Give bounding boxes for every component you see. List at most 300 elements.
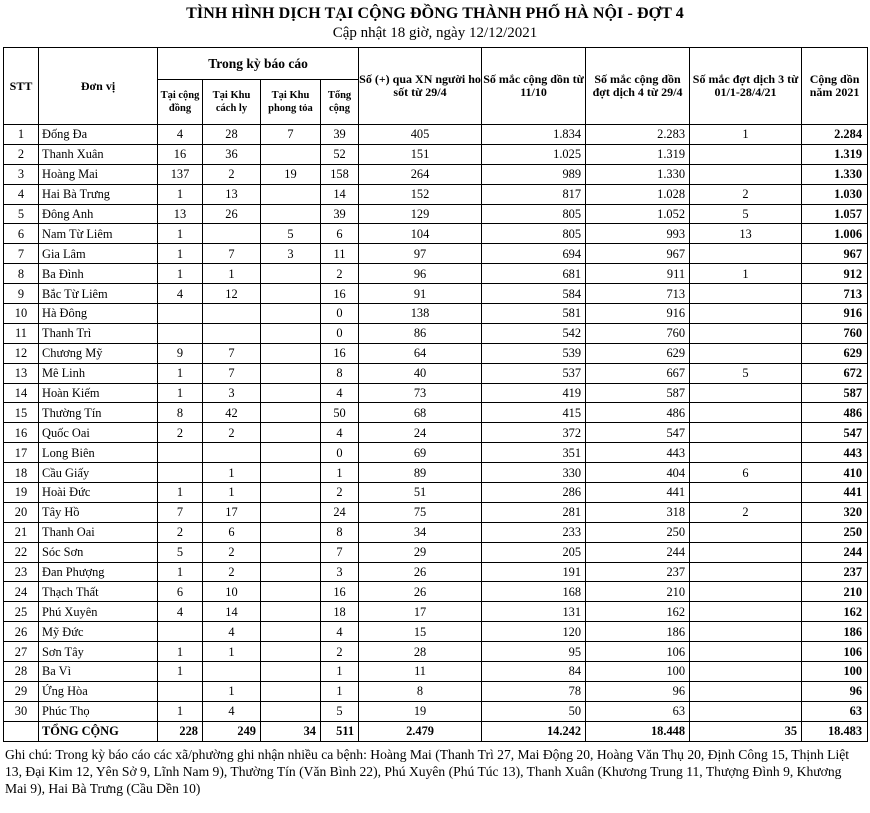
cell-wave3 — [690, 642, 802, 662]
cell-unit: Đan Phượng — [39, 562, 158, 582]
table-row — [4, 681, 868, 701]
cell-fever-test: 96 — [359, 264, 482, 284]
cell-stt: 11 — [4, 323, 39, 343]
cell-wave4: 318 — [586, 502, 690, 522]
cell-lockdown — [261, 662, 321, 682]
cell-subtotal: 16 — [321, 284, 359, 304]
table-row — [4, 502, 868, 522]
cell-since-1110: 330 — [482, 463, 586, 483]
cell-wave4: 547 — [586, 423, 690, 443]
cell-quarantine: 12 — [203, 284, 261, 304]
cell-since-1110: 191 — [482, 562, 586, 582]
cell-subtotal: 7 — [321, 542, 359, 562]
cell-quarantine — [203, 662, 261, 682]
cell-subtotal: 1 — [321, 681, 359, 701]
cell-fever-test: 8 — [359, 681, 482, 701]
cell-stt: 3 — [4, 164, 39, 184]
cell-since-1110: 120 — [482, 622, 586, 642]
cell-quarantine: 1 — [203, 483, 261, 503]
cell-stt: 10 — [4, 304, 39, 324]
cell-quarantine: 4 — [203, 622, 261, 642]
cell-wave3: 1 — [690, 125, 802, 145]
cell-wave3 — [690, 602, 802, 622]
cell-wave4: 162 — [586, 602, 690, 622]
cell-community: 4 — [158, 284, 203, 304]
table-body — [4, 125, 868, 722]
col-header-community: Tại cộng đồng — [158, 80, 203, 125]
table-row — [4, 602, 868, 622]
cell-stt: 14 — [4, 383, 39, 403]
cell-wave3 — [690, 662, 802, 682]
cell-community: 1 — [158, 264, 203, 284]
cell-since-1110: 581 — [482, 304, 586, 324]
cell-stt: 2 — [4, 144, 39, 164]
cell-subtotal: 11 — [321, 244, 359, 264]
cell-unit: Sóc Sơn — [39, 542, 158, 562]
col-header-lockdown: Tại Khu phong tỏa — [261, 80, 321, 125]
cell-year: 100 — [802, 662, 868, 682]
cell-subtotal: 1 — [321, 662, 359, 682]
total-subtotal: 511 — [321, 721, 359, 741]
cell-wave3 — [690, 701, 802, 721]
cell-stt: 12 — [4, 343, 39, 363]
cell-fever-test: 19 — [359, 701, 482, 721]
cell-since-1110: 351 — [482, 443, 586, 463]
cell-community: 1 — [158, 184, 203, 204]
table-row — [4, 164, 868, 184]
cell-since-1110: 95 — [482, 642, 586, 662]
cell-subtotal: 2 — [321, 264, 359, 284]
cell-year: 320 — [802, 502, 868, 522]
cell-unit: Bắc Từ Liêm — [39, 284, 158, 304]
cell-since-1110: 286 — [482, 483, 586, 503]
cell-since-1110: 542 — [482, 323, 586, 343]
cell-stt: 21 — [4, 522, 39, 542]
cell-quarantine: 1 — [203, 681, 261, 701]
cell-year: 760 — [802, 323, 868, 343]
cell-since-1110: 372 — [482, 423, 586, 443]
cell-wave4: 967 — [586, 244, 690, 264]
cell-stt: 23 — [4, 562, 39, 582]
cell-wave4: 1.052 — [586, 204, 690, 224]
cell-community: 2 — [158, 423, 203, 443]
total-label: TỔNG CỘNG — [39, 721, 158, 741]
cell-lockdown — [261, 343, 321, 363]
table-row — [4, 224, 868, 244]
cell-unit: Phú Xuyên — [39, 602, 158, 622]
cell-subtotal: 16 — [321, 343, 359, 363]
cell-lockdown — [261, 284, 321, 304]
cell-quarantine: 2 — [203, 542, 261, 562]
cell-wave4: 1.319 — [586, 144, 690, 164]
table-row — [4, 562, 868, 582]
cell-wave3: 6 — [690, 463, 802, 483]
cell-wave4: 993 — [586, 224, 690, 244]
cell-wave3 — [690, 483, 802, 503]
cell-stt: 1 — [4, 125, 39, 145]
cell-community — [158, 681, 203, 701]
cell-wave4: 486 — [586, 403, 690, 423]
cell-wave3 — [690, 244, 802, 264]
cell-lockdown — [261, 701, 321, 721]
cell-since-1110: 817 — [482, 184, 586, 204]
cell-unit: Ứng Hòa — [39, 681, 158, 701]
cell-stt: 13 — [4, 363, 39, 383]
total-year: 18.483 — [802, 721, 868, 741]
total-since-1110: 14.242 — [482, 721, 586, 741]
cell-subtotal: 39 — [321, 204, 359, 224]
cell-quarantine: 14 — [203, 602, 261, 622]
cell-year: 106 — [802, 642, 868, 662]
cell-subtotal: 8 — [321, 522, 359, 542]
cell-lockdown — [261, 542, 321, 562]
cell-wave4: 916 — [586, 304, 690, 324]
cell-since-1110: 681 — [482, 264, 586, 284]
cell-community — [158, 463, 203, 483]
cell-wave3: 2 — [690, 502, 802, 522]
cell-fever-test: 89 — [359, 463, 482, 483]
cell-wave4: 911 — [586, 264, 690, 284]
total-wave3: 35 — [690, 721, 802, 741]
cell-wave3 — [690, 343, 802, 363]
cell-stt: 6 — [4, 224, 39, 244]
cell-community: 2 — [158, 522, 203, 542]
cell-since-1110: 205 — [482, 542, 586, 562]
cell-fever-test: 86 — [359, 323, 482, 343]
cell-subtotal: 24 — [321, 502, 359, 522]
cell-stt: 17 — [4, 443, 39, 463]
cell-lockdown: 7 — [261, 125, 321, 145]
cell-year: 244 — [802, 542, 868, 562]
cell-stt: 9 — [4, 284, 39, 304]
cell-unit: Đống Đa — [39, 125, 158, 145]
cell-community: 1 — [158, 562, 203, 582]
cell-quarantine: 4 — [203, 701, 261, 721]
cell-lockdown — [261, 264, 321, 284]
col-header-stt: STT — [4, 48, 39, 125]
col-header-unit: Đơn vị — [39, 48, 158, 125]
cell-fever-test: 15 — [359, 622, 482, 642]
cell-stt: 26 — [4, 622, 39, 642]
cell-lockdown — [261, 522, 321, 542]
cell-community: 4 — [158, 602, 203, 622]
cell-stt: 29 — [4, 681, 39, 701]
cell-year: 1.006 — [802, 224, 868, 244]
report-header — [0, 0, 870, 42]
cell-wave4: 667 — [586, 363, 690, 383]
cell-since-1110: 1.834 — [482, 125, 586, 145]
col-header-year: Cộng dồn năm 2021 — [802, 48, 868, 125]
cell-quarantine: 10 — [203, 582, 261, 602]
cell-subtotal: 4 — [321, 423, 359, 443]
cases-table — [3, 47, 868, 742]
cell-since-1110: 419 — [482, 383, 586, 403]
cell-wave3: 2 — [690, 184, 802, 204]
cell-unit: Hà Đông — [39, 304, 158, 324]
cell-community: 8 — [158, 403, 203, 423]
cell-fever-test: 129 — [359, 204, 482, 224]
cell-quarantine — [203, 443, 261, 463]
cell-wave3: 1 — [690, 264, 802, 284]
col-header-quarantine: Tại Khu cách ly — [203, 80, 261, 125]
cell-wave3 — [690, 443, 802, 463]
cell-stt: 20 — [4, 502, 39, 522]
cell-unit: Cầu Giấy — [39, 463, 158, 483]
cell-fever-test: 151 — [359, 144, 482, 164]
cell-community: 5 — [158, 542, 203, 562]
cell-year: 1.319 — [802, 144, 868, 164]
cell-wave4: 96 — [586, 681, 690, 701]
cell-wave3 — [690, 284, 802, 304]
total-fever-test: 2.479 — [359, 721, 482, 741]
cell-unit: Hoàn Kiếm — [39, 383, 158, 403]
cell-wave3 — [690, 423, 802, 443]
cell-community: 1 — [158, 224, 203, 244]
cell-unit: Sơn Tây — [39, 642, 158, 662]
cell-fever-test: 26 — [359, 582, 482, 602]
cell-subtotal: 50 — [321, 403, 359, 423]
table-row — [4, 522, 868, 542]
cell-fever-test: 91 — [359, 284, 482, 304]
cell-fever-test: 26 — [359, 562, 482, 582]
cell-since-1110: 131 — [482, 602, 586, 622]
total-community: 228 — [158, 721, 203, 741]
cell-lockdown — [261, 582, 321, 602]
cell-wave4: 63 — [586, 701, 690, 721]
cell-unit: Hai Bà Trưng — [39, 184, 158, 204]
cell-since-1110: 584 — [482, 284, 586, 304]
cell-wave3: 5 — [690, 204, 802, 224]
cell-fever-test: 152 — [359, 184, 482, 204]
cell-quarantine: 26 — [203, 204, 261, 224]
cell-fever-test: 29 — [359, 542, 482, 562]
cell-unit: Hoài Đức — [39, 483, 158, 503]
cell-quarantine: 7 — [203, 244, 261, 264]
table-row — [4, 642, 868, 662]
table-row — [4, 622, 868, 642]
cell-lockdown — [261, 602, 321, 622]
cell-stt: 30 — [4, 701, 39, 721]
cell-subtotal: 3 — [321, 562, 359, 582]
cell-quarantine: 1 — [203, 642, 261, 662]
cell-lockdown — [261, 502, 321, 522]
cell-subtotal: 18 — [321, 602, 359, 622]
cell-quarantine: 13 — [203, 184, 261, 204]
cell-quarantine: 3 — [203, 383, 261, 403]
cell-community: 1 — [158, 363, 203, 383]
table-row — [4, 125, 868, 145]
report-subtitle: Cập nhật 18 giờ, ngày 12/12/2021 — [332, 25, 538, 41]
cell-wave4: 443 — [586, 443, 690, 463]
cell-community: 9 — [158, 343, 203, 363]
cell-wave4: 760 — [586, 323, 690, 343]
table-row — [4, 363, 868, 383]
cell-wave3: 13 — [690, 224, 802, 244]
cell-stt: 18 — [4, 463, 39, 483]
cell-wave4: 237 — [586, 562, 690, 582]
cell-lockdown — [261, 463, 321, 483]
table-row — [4, 542, 868, 562]
cell-stt: 4 — [4, 184, 39, 204]
cell-fever-test: 264 — [359, 164, 482, 184]
cell-wave3 — [690, 144, 802, 164]
cell-quarantine: 42 — [203, 403, 261, 423]
cell-quarantine: 2 — [203, 562, 261, 582]
total-row — [4, 721, 868, 741]
cell-fever-test: 405 — [359, 125, 482, 145]
cell-subtotal: 0 — [321, 323, 359, 343]
cell-fever-test: 73 — [359, 383, 482, 403]
cell-year: 186 — [802, 622, 868, 642]
cell-unit: Tây Hồ — [39, 502, 158, 522]
cell-quarantine — [203, 224, 261, 244]
cell-since-1110: 537 — [482, 363, 586, 383]
cell-wave4: 713 — [586, 284, 690, 304]
cell-since-1110: 78 — [482, 681, 586, 701]
cell-wave4: 106 — [586, 642, 690, 662]
cell-lockdown — [261, 622, 321, 642]
cell-year: 250 — [802, 522, 868, 542]
cell-wave4: 441 — [586, 483, 690, 503]
cell-community: 7 — [158, 502, 203, 522]
table-footer — [4, 721, 868, 741]
cell-year: 486 — [802, 403, 868, 423]
cell-fever-test: 97 — [359, 244, 482, 264]
cell-community: 13 — [158, 204, 203, 224]
cell-lockdown — [261, 323, 321, 343]
cell-community: 1 — [158, 244, 203, 264]
cell-subtotal: 52 — [321, 144, 359, 164]
cell-fever-test: 51 — [359, 483, 482, 503]
cell-wave4: 244 — [586, 542, 690, 562]
cell-fever-test: 69 — [359, 443, 482, 463]
cell-wave4: 186 — [586, 622, 690, 642]
cell-year: 162 — [802, 602, 868, 622]
cell-fever-test: 75 — [359, 502, 482, 522]
cell-year: 1.330 — [802, 164, 868, 184]
cell-year: 96 — [802, 681, 868, 701]
cell-since-1110: 805 — [482, 204, 586, 224]
total-quarantine: 249 — [203, 721, 261, 741]
cell-lockdown: 3 — [261, 244, 321, 264]
cell-quarantine: 6 — [203, 522, 261, 542]
table-row — [4, 184, 868, 204]
cell-subtotal: 1 — [321, 463, 359, 483]
cell-fever-test: 40 — [359, 363, 482, 383]
cell-stt: 24 — [4, 582, 39, 602]
cell-year: 587 — [802, 383, 868, 403]
cell-subtotal: 39 — [321, 125, 359, 145]
cell-subtotal: 16 — [321, 582, 359, 602]
table-row — [4, 463, 868, 483]
cell-quarantine: 28 — [203, 125, 261, 145]
cell-stt: 8 — [4, 264, 39, 284]
cell-stt: 27 — [4, 642, 39, 662]
cell-community — [158, 443, 203, 463]
cell-lockdown — [261, 562, 321, 582]
cell-subtotal: 4 — [321, 622, 359, 642]
cell-stt: 16 — [4, 423, 39, 443]
table-row — [4, 483, 868, 503]
cell-stt: 19 — [4, 483, 39, 503]
cell-unit: Ba Vì — [39, 662, 158, 682]
cell-quarantine: 17 — [203, 502, 261, 522]
table-row — [4, 244, 868, 264]
cell-year: 1.057 — [802, 204, 868, 224]
cell-community: 1 — [158, 483, 203, 503]
cell-community: 1 — [158, 642, 203, 662]
cell-fever-test: 17 — [359, 602, 482, 622]
table-row — [4, 284, 868, 304]
cell-year: 441 — [802, 483, 868, 503]
cell-since-1110: 281 — [482, 502, 586, 522]
cell-subtotal: 2 — [321, 642, 359, 662]
cell-wave3 — [690, 542, 802, 562]
cell-lockdown — [261, 423, 321, 443]
cell-lockdown — [261, 184, 321, 204]
cell-quarantine: 7 — [203, 343, 261, 363]
cell-community: 1 — [158, 662, 203, 682]
cell-wave3 — [690, 582, 802, 602]
cell-unit: Thanh Xuân — [39, 144, 158, 164]
cell-since-1110: 84 — [482, 662, 586, 682]
cell-lockdown — [261, 144, 321, 164]
col-header-since-1110: Số mắc cộng dồn từ 11/10 — [482, 48, 586, 125]
cell-fever-test: 68 — [359, 403, 482, 423]
cell-unit: Phúc Thọ — [39, 701, 158, 721]
cell-year: 547 — [802, 423, 868, 443]
col-header-wave4: Số mắc cộng dồn đợt dịch 4 từ 29/4 — [586, 48, 690, 125]
cell-year: 2.284 — [802, 125, 868, 145]
cell-wave4: 587 — [586, 383, 690, 403]
cell-fever-test: 104 — [359, 224, 482, 244]
cell-unit: Quốc Oai — [39, 423, 158, 443]
cell-quarantine: 36 — [203, 144, 261, 164]
cell-wave4: 100 — [586, 662, 690, 682]
cell-since-1110: 989 — [482, 164, 586, 184]
cell-quarantine — [203, 323, 261, 343]
cell-unit: Long Biên — [39, 443, 158, 463]
cell-unit: Ba Đình — [39, 264, 158, 284]
table-row — [4, 423, 868, 443]
cell-wave4: 629 — [586, 343, 690, 363]
cell-wave3 — [690, 403, 802, 423]
cell-quarantine: 7 — [203, 363, 261, 383]
cell-fever-test: 138 — [359, 304, 482, 324]
cell-wave3 — [690, 304, 802, 324]
table-row — [4, 582, 868, 602]
cell-since-1110: 50 — [482, 701, 586, 721]
cell-wave3 — [690, 522, 802, 542]
cell-quarantine: 2 — [203, 423, 261, 443]
cell-quarantine: 2 — [203, 164, 261, 184]
cell-wave4: 1.028 — [586, 184, 690, 204]
cell-stt: 15 — [4, 403, 39, 423]
total-lockdown: 34 — [261, 721, 321, 741]
col-header-wave3: Số mắc đợt dịch 3 từ 01/1-28/4/21 — [690, 48, 802, 125]
cell-lockdown — [261, 383, 321, 403]
cell-unit: Mỹ Đức — [39, 622, 158, 642]
cell-community: 16 — [158, 144, 203, 164]
cell-community: 4 — [158, 125, 203, 145]
col-header-subtotal: Tổng cộng — [321, 80, 359, 125]
table-row — [4, 662, 868, 682]
col-header-fever-test: Số (+) qua XN người ho sốt từ 29/4 — [359, 48, 482, 125]
total-wave4: 18.448 — [586, 721, 690, 741]
cell-lockdown: 5 — [261, 224, 321, 244]
table-row — [4, 204, 868, 224]
cell-community: 1 — [158, 701, 203, 721]
